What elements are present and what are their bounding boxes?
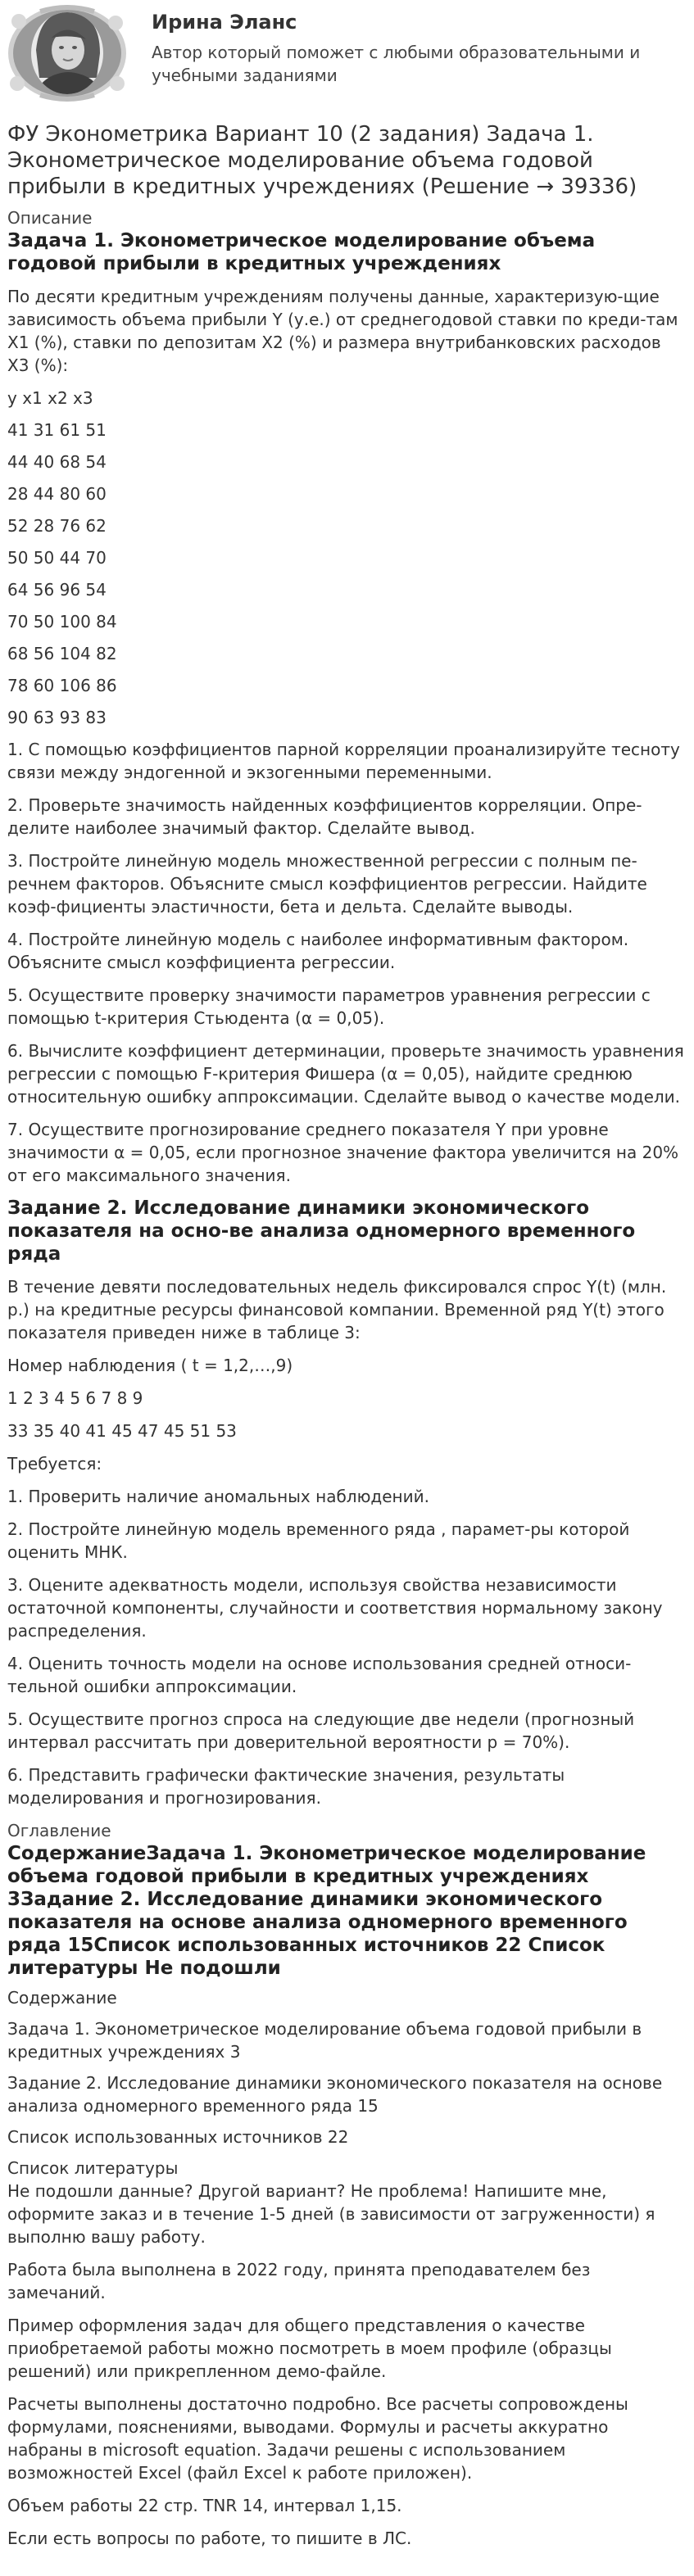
task2-question: 5. Осуществите прогноз спроса на следующие две недели (прогнозный интервал рассчитать при доверительной вероятности p = 70%).	[7, 1709, 635, 1752]
task2-heading: Задание 2. Исследование динамики экономического показателя на осно-ве анализа одномерного временного ряда	[7, 1197, 636, 1265]
task1-question: 4. Постройте линейную модель с наиболее информативным фактором. Объясните смысл коэффициента регрессии.	[7, 930, 629, 972]
contents-item: Задача 1. Эконометрическое моделирование объема годовой прибыли в кредитных учреждениях 3	[7, 2019, 642, 2062]
note: Если есть вопросы по работе, то пишите в ЛС.	[7, 2528, 412, 2548]
table-header: y x1 x2 x3	[7, 388, 93, 408]
author-description: Автор который поможет с любыми образовательными и учебными заданиями	[152, 43, 641, 85]
task2-question: 2. Постройте линейную модель временного ряда , парамет-ры которой оценить МНК.	[7, 1519, 630, 1562]
task1-question: 1. С помощью коэффициентов парной корреляции проанализируйте тесноту связи между эндогенной и экзогенными переменными.	[7, 740, 680, 782]
note: Пример оформления задач для общего представления о качестве приобретаемой работы можно посмотреть в моем профиле (образцы решений) или прикрепленном демо-файле.	[7, 2316, 612, 2381]
task2-question: 3. Оцените адекватность модели, используя свойства независимости остаточной компоненты, случайности и соответствия нормальному закону распределения.	[7, 1575, 663, 1641]
note: Расчеты выполнены достаточно подробно. Все расчеты сопровождены формулами, пояснениями, выводами. Формулы и расчеты аккуратно набраны в microsoft equation. Задачи решены с использованием возможностей Excel (файл Excel к работе приложен).	[7, 2394, 628, 2483]
task1-question: 6. Вычислите коэффициент детерминации, проверьте значимость уравнения регрессии с помощью F-критерия Фишера (α = 0,05), найдите среднюю относительную ошибку аппроксимации. Сделайте вывод о качестве модели.	[7, 1041, 684, 1107]
toc-section	[7, 1819, 687, 2248]
author-name[interactable]: Ирина Эланс	[152, 11, 297, 34]
contents-label: Содержание	[7, 1988, 117, 2008]
author-avatar[interactable]	[7, 5, 127, 102]
task1-question: 5. Осуществите проверку значимости параметров уравнения регрессии с помощью t-критерия Стьюдента (α = 0,05).	[7, 985, 651, 1028]
table-row: 28 44 80 60	[7, 484, 107, 504]
task2-intro: В течение девяти последовательных недель фиксировался спрос Y(t) (млн. р.) на кредитные ресурсы финансовой компании. Временной ряд Y(t) этого показателя приведен ниже в таблице 3:	[7, 1277, 667, 1342]
required-label: Требуется:	[7, 1454, 102, 1474]
task1-section	[7, 229, 687, 1187]
task1-question: 3. Постройте линейную модель множественной регрессии с полным пе-речнем факторов. Объясните смысл коэффициентов регрессии. Найдите коэф-фициенты эластичности, бета и дельта. Сделайте выводы.	[7, 851, 647, 917]
y-row: 33 35 40 41 45 47 45 51 53	[7, 1421, 237, 1441]
task1-question: 2. Проверьте значимость найденных коэффициентов корреляции. Опре-делите наиболее значимый фактор. Сделайте вывод.	[7, 795, 642, 838]
task1-heading: Задача 1. Эконометрическое моделирование объема годовой прибыли в кредитных учреждениях	[7, 230, 596, 274]
table-row: 90 63 93 83	[7, 708, 107, 727]
table-row: 50 50 44 70	[7, 548, 107, 568]
task2-question: 6. Представить графически фактические значения, результаты моделирования и прогнозирования.	[7, 1765, 565, 1808]
toc-label: Оглавление	[7, 1821, 111, 1840]
table-row: 41 31 61 51	[7, 420, 107, 440]
description-label: Описание	[7, 208, 93, 228]
table-row: 44 40 68 54	[7, 452, 107, 472]
task1-question: 7. Осуществите прогнозирование среднего показателя Y при уровне значимости α = 0,05, если прогнозное значение фактора увеличится на 20% от его максимального значения.	[7, 1120, 679, 1185]
task2-section	[7, 1197, 687, 1809]
task2-question: 4. Оценить точность модели на основе использования средней относи-тельной ошибки аппроксимации.	[7, 1654, 632, 1696]
notes-section	[7, 2258, 687, 2550]
table-row: 78 60 106 86	[7, 676, 117, 695]
page-title: ФУ Эконометрика Вариант 10 (2 задания) Задача 1. Эконометрическое моделирование объема годовой прибыли в кредитных учреждениях (Решение → 39336)	[7, 122, 637, 199]
observation-label: Номер наблюдения ( t = 1,2,…,9)	[7, 1356, 293, 1375]
contents-item: Список использованных источников 22	[7, 2127, 349, 2147]
task2-question: 1. Проверить наличие аномальных наблюдений.	[7, 1487, 429, 1506]
table-row: 70 50 100 84	[7, 612, 117, 632]
literature-label: Список литературы	[7, 2158, 179, 2178]
task1-intro: По десяти кредитным учреждениям получены данные, характеризую-щие зависимость объема прибыли Y (у.е.) от среднегодовой ставки по креди-там X1 (%), ставки по депозитам X2 (%) и размера внутрибанковских расходов X3 (%):	[7, 287, 678, 375]
table-row: 68 56 104 82	[7, 644, 117, 663]
task1-data-table	[7, 387, 687, 729]
note: Работа была выполнена в 2022 году, принята преподавателем без замечаний.	[7, 2260, 591, 2302]
contents-list	[7, 1986, 687, 2148]
contents-item: Задание 2. Исследование динамики экономического показателя на основе анализа одномерного временного ряда 15	[7, 2073, 663, 2116]
table-row: 64 56 96 54	[7, 580, 107, 600]
author-info	[152, 5, 687, 87]
author-card	[7, 0, 687, 110]
t-row: 1 2 3 4 5 6 7 8 9	[7, 1388, 143, 1408]
not-fit-text: Не подошли данные? Другой вариант? Не проблема! Напишите мне, оформите заказ и в течение 1-5 дней (в зависимости от загруженности) я выполню вашу работу.	[7, 2181, 655, 2247]
toc-heading: СодержаниеЗадача 1. Эконометрическое моделирование объема годовой прибыли в кредитных учреждениях 3Задание 2. Исследование динамики экономического показателя на основе анализа одномерного временного ряда 15Список использованных источников 22 Список литературы Не подошли	[7, 1843, 646, 1979]
note: Объем работы 22 стр. TNR 14, интервал 1,15.	[7, 2496, 402, 2515]
table-row: 52 28 76 62	[7, 516, 107, 536]
